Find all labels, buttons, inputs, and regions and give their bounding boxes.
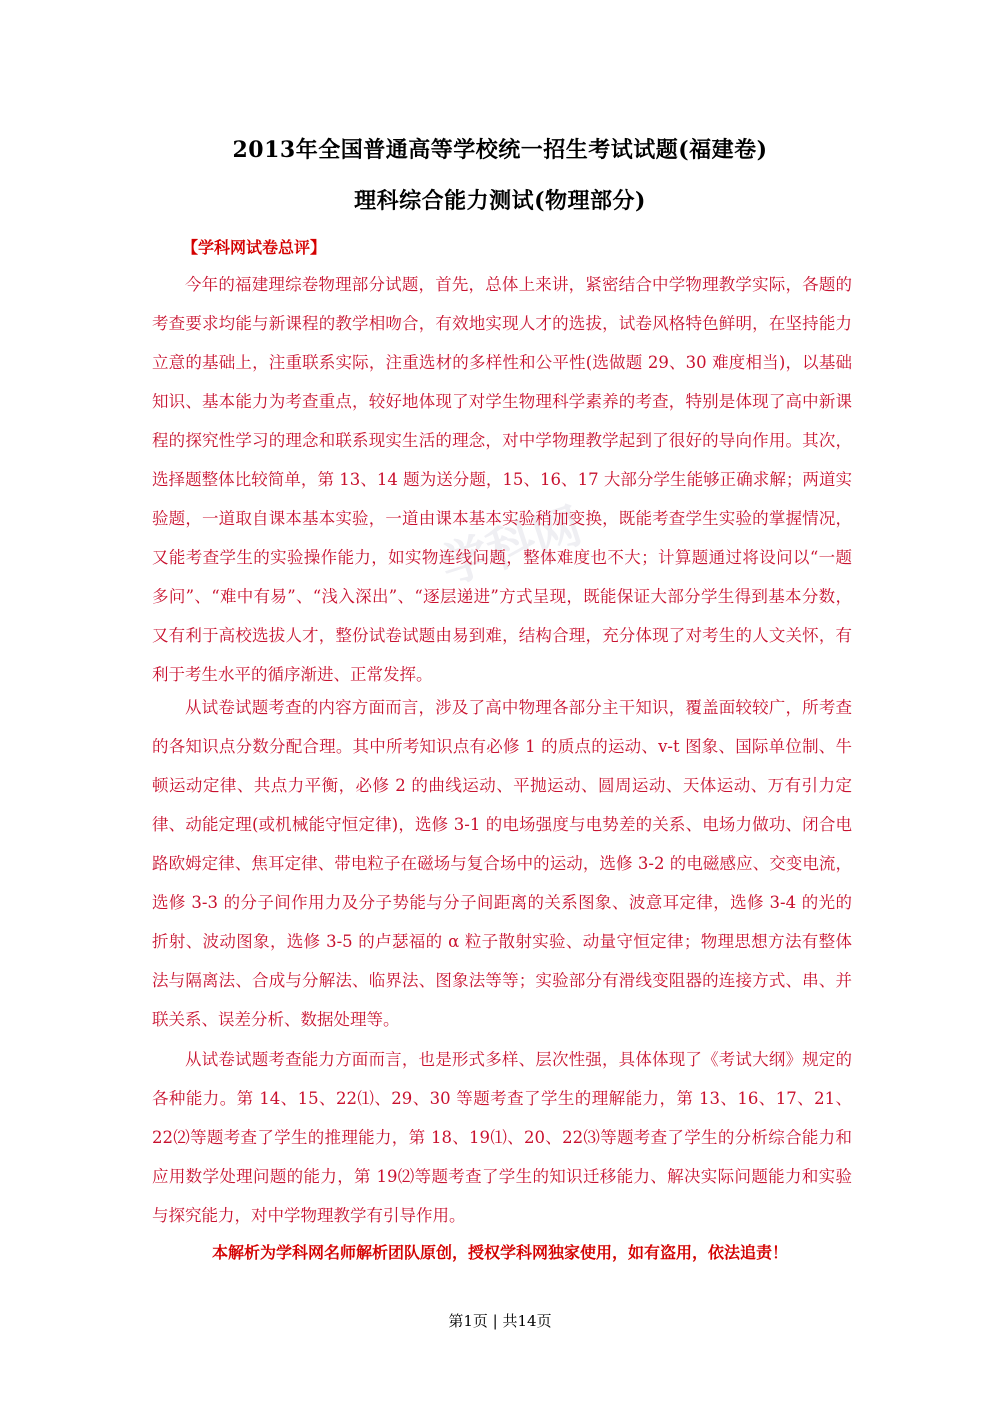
page-number: 第1页 | 共14页 [448, 1312, 552, 1330]
review-paragraph-2: 从试卷试题考查的内容方面而言，涉及了高中物理各部分主干知识，覆盖面较较广，所考查的各知识点分数分配合理。其中所考知识点有必修 1 的质点的运动、v-t 图象、国际单位制、牛顿运动定律、共点力平衡，必修 2 的曲线运动、平抛运动、圆周运动、天体运动、万有引力定律、动能定理(或机械能守恒定律)，选修 3-1 的电场强度与电势差的关系、电场力做功、闭合电路欧姆定律、焦耳定律、带电粒子在磁场与复合场中的运动，选修 3-2 的电磁感应、交变电流，选修 3-3 的分子间作用力及分子势能与分子间距离的关系图象、波意耳定律，选修 3-4 的光的折射、波动图象，选修 3-5 的卢瑟福的 α 粒子散射实验、动量守恒定律；物理思想方法有整体法与隔离法、合成与分解法、临界法、图象法等等；实验部分有滑线变阻器的连接方式、串、并联关系、误差分析、数据处理等。 [152, 698, 852, 1029]
review-paragraph-3: 从试卷试题考查能力方面而言，也是形式多样、层次性强，具体体现了《考试大纲》规定的各种能力。第 14、15、22⑴、29、30 等题考查了学生的理解能力，第 13、16、17、21、22⑵等题考查了学生的推理能力，第 18、19⑴、20、22⑶等题考查了学生的分析综合能力和应用数学处理问题的能力，第 19⑵等题考查了学生的知识迁移能力、解决实际问题能力和实验与探究能力，对中学物理教学有引导作用。 [152, 1050, 852, 1225]
watermark-logo: 学科网 [434, 497, 589, 596]
review-paragraph-1: 今年的福建理综卷物理部分试题，首先，总体上来讲，紧密结合中学物理教学实际，各题的考查要求均能与新课程的教学相吻合，有效地实现人才的选拔，试卷风格特色鲜明，在坚持能力立意的基础上，注重联系实际，注重选材的多样性和公平性(选做题 29、30 难度相当)，以基础知识、基本能力为考查重点，较好地体现了对学生物理科学素养的考查，特别是体现了高中新课程的探究性学习的理念和联系现实生活的理念，对中学物理教学起到了很好的导向作用。其次，选择题整体比较简单，第 13、14 题为送分题，15、16、17 大部分学生能够正确求解；两道实验题，一道取自课本基本实验，一道由课本基本实验稍加变换，既能考查学生实验的掌握情况，又能考查学生的实验操作能力，如实物连线问题，整体难度也不大；计算题通过将设问以“一题多问”、“难中有易”、“浅入深出”、“逐层递进”方式呈现，既能保证大部分学生得到基本分数，又有利于高校选拔人才，整份试卷试题由易到难，结构合理，充分体现了对考生的人文关怀，有利于考生水平的循序渐进、正常发挥。 [152, 275, 852, 684]
page-subtitle: 理科综合能力测试(物理部分) [354, 188, 646, 214]
copyright-notice: 本解析为学科网名师解析团队原创，授权学科网独家使用，如有盗用，依法追责！ [211, 1243, 788, 1262]
review-heading: 【学科网试卷总评】 [182, 238, 327, 257]
page-title: 2013年全国普通高等学校统一招生考试试题(福建卷) [232, 137, 768, 163]
